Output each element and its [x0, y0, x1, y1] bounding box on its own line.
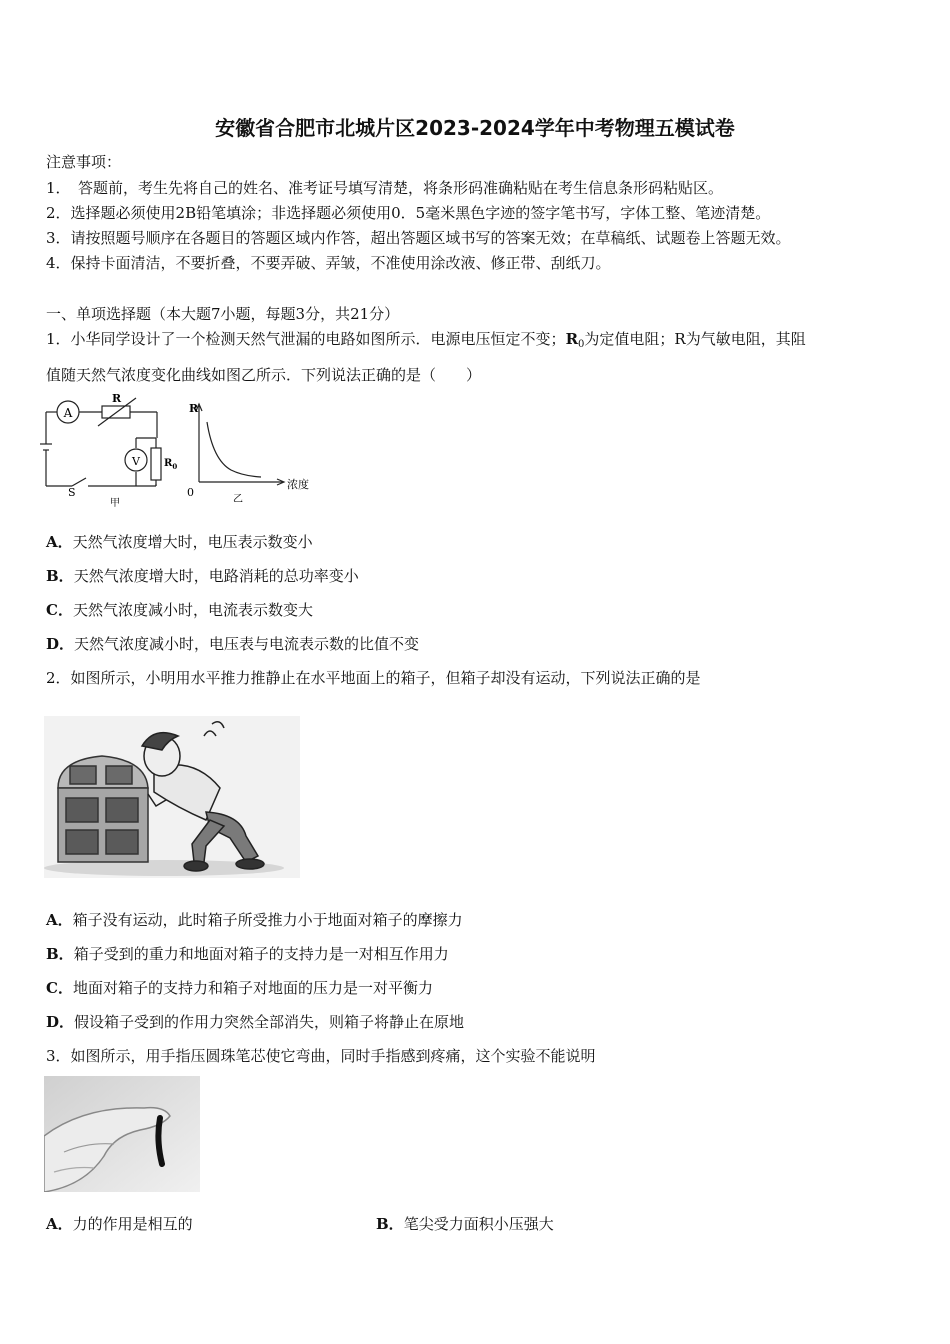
page-title: 安徽省合肥市北城片区2023-2024学年中考物理五模试卷: [215, 116, 735, 140]
axis-y-label: R: [189, 402, 199, 415]
notice-item-3: 3．请按照题号顺序在各题目的答题区域内作答，超出答题区域书写的答案无效；在草稿纸、试题卷上答题无效。: [46, 229, 791, 247]
q1-stem-line1: 1．小华同学设计了一个检测天然气泄漏的电路如图所示．电源电压恒定不变；$R_0$为定值电阻；R为气敏电阻，其阻: [46, 330, 806, 350]
notice-heading: 注意事项：: [46, 153, 122, 171]
caption-jia: 甲: [110, 498, 120, 509]
section-heading: 一、单项选择题（本大题7小题，每题3分，共21分）: [46, 305, 400, 323]
notice-item-4: 4．保持卡面清洁，不要折叠，不要弄破、弄皱，不准使用涂改液、修正带、刮纸刀。: [46, 254, 611, 272]
switch-label: S: [68, 486, 76, 499]
caption-yi: 乙: [233, 494, 243, 502]
ammeter-label: A: [63, 406, 73, 420]
notice-item-1: 1． 答题前，考生先将自己的姓名、准考证号填写清楚，将条形码准确粘贴在考生信息条形码粘贴区。: [46, 179, 724, 197]
q1-option-d: D．天然气浓度减小时，电压表与电流表示数的比值不变: [46, 635, 420, 653]
q1-stem-line2: 值随天然气浓度变化曲线如图乙所示．下列说法正确的是（ ）: [46, 366, 482, 384]
q1-option-b: B．天然气浓度增大时，电路消耗的总功率变小: [46, 567, 359, 585]
q1-option-c: C．天然气浓度减小时，电流表示数变大: [46, 601, 313, 619]
axis-origin-label: 0: [187, 486, 194, 499]
q1-option-a: A．天然气浓度增大时，电压表示数变小: [46, 533, 313, 551]
q2-option-a: A．箱子没有运动，此时箱子所受推力小于地面对箱子的摩擦力: [46, 911, 463, 929]
voltmeter-label: V: [132, 455, 140, 468]
r0-label: $R_0$: [164, 458, 178, 471]
q3-stem: 3．如图所示，用手指压圆珠笔芯使它弯曲，同时手指感到疼痛，这个实验不能说明: [46, 1047, 596, 1065]
q2-option-b: B．箱子受到的重力和地面对箱子的支持力是一对相互作用力: [46, 945, 449, 963]
axis-x-label: 浓度: [287, 478, 309, 491]
circuit-diagram: [40, 392, 180, 510]
q3-option-b: B．笔尖受力面积小压强大: [376, 1215, 554, 1233]
q2-option-c: C．地面对箱子的支持力和箱子对地面的压力是一对平衡力: [46, 979, 433, 997]
resistance-curve-graph: [185, 398, 325, 502]
q3-option-a: A．力的作用是相互的: [46, 1215, 193, 1233]
q2-option-d: D．假设箱子受到的作用力突然全部消失，则箱子将静止在原地: [46, 1013, 465, 1031]
notice-item-2: 2．选择题必须使用2B铅笔填涂；非选择题必须使用0．5毫米黑色字迹的签字笔书写，字体工整、笔迹清楚。: [46, 204, 771, 222]
q2-stem: 2．如图所示，小明用水平推力推静止在水平地面上的箱子，但箱子却没有运动，下列说法正确的是: [46, 669, 701, 687]
boy-pushing-box-illustration: [44, 716, 300, 878]
r-label: R: [112, 392, 122, 405]
finger-pressing-pen-photo: [44, 1076, 200, 1192]
